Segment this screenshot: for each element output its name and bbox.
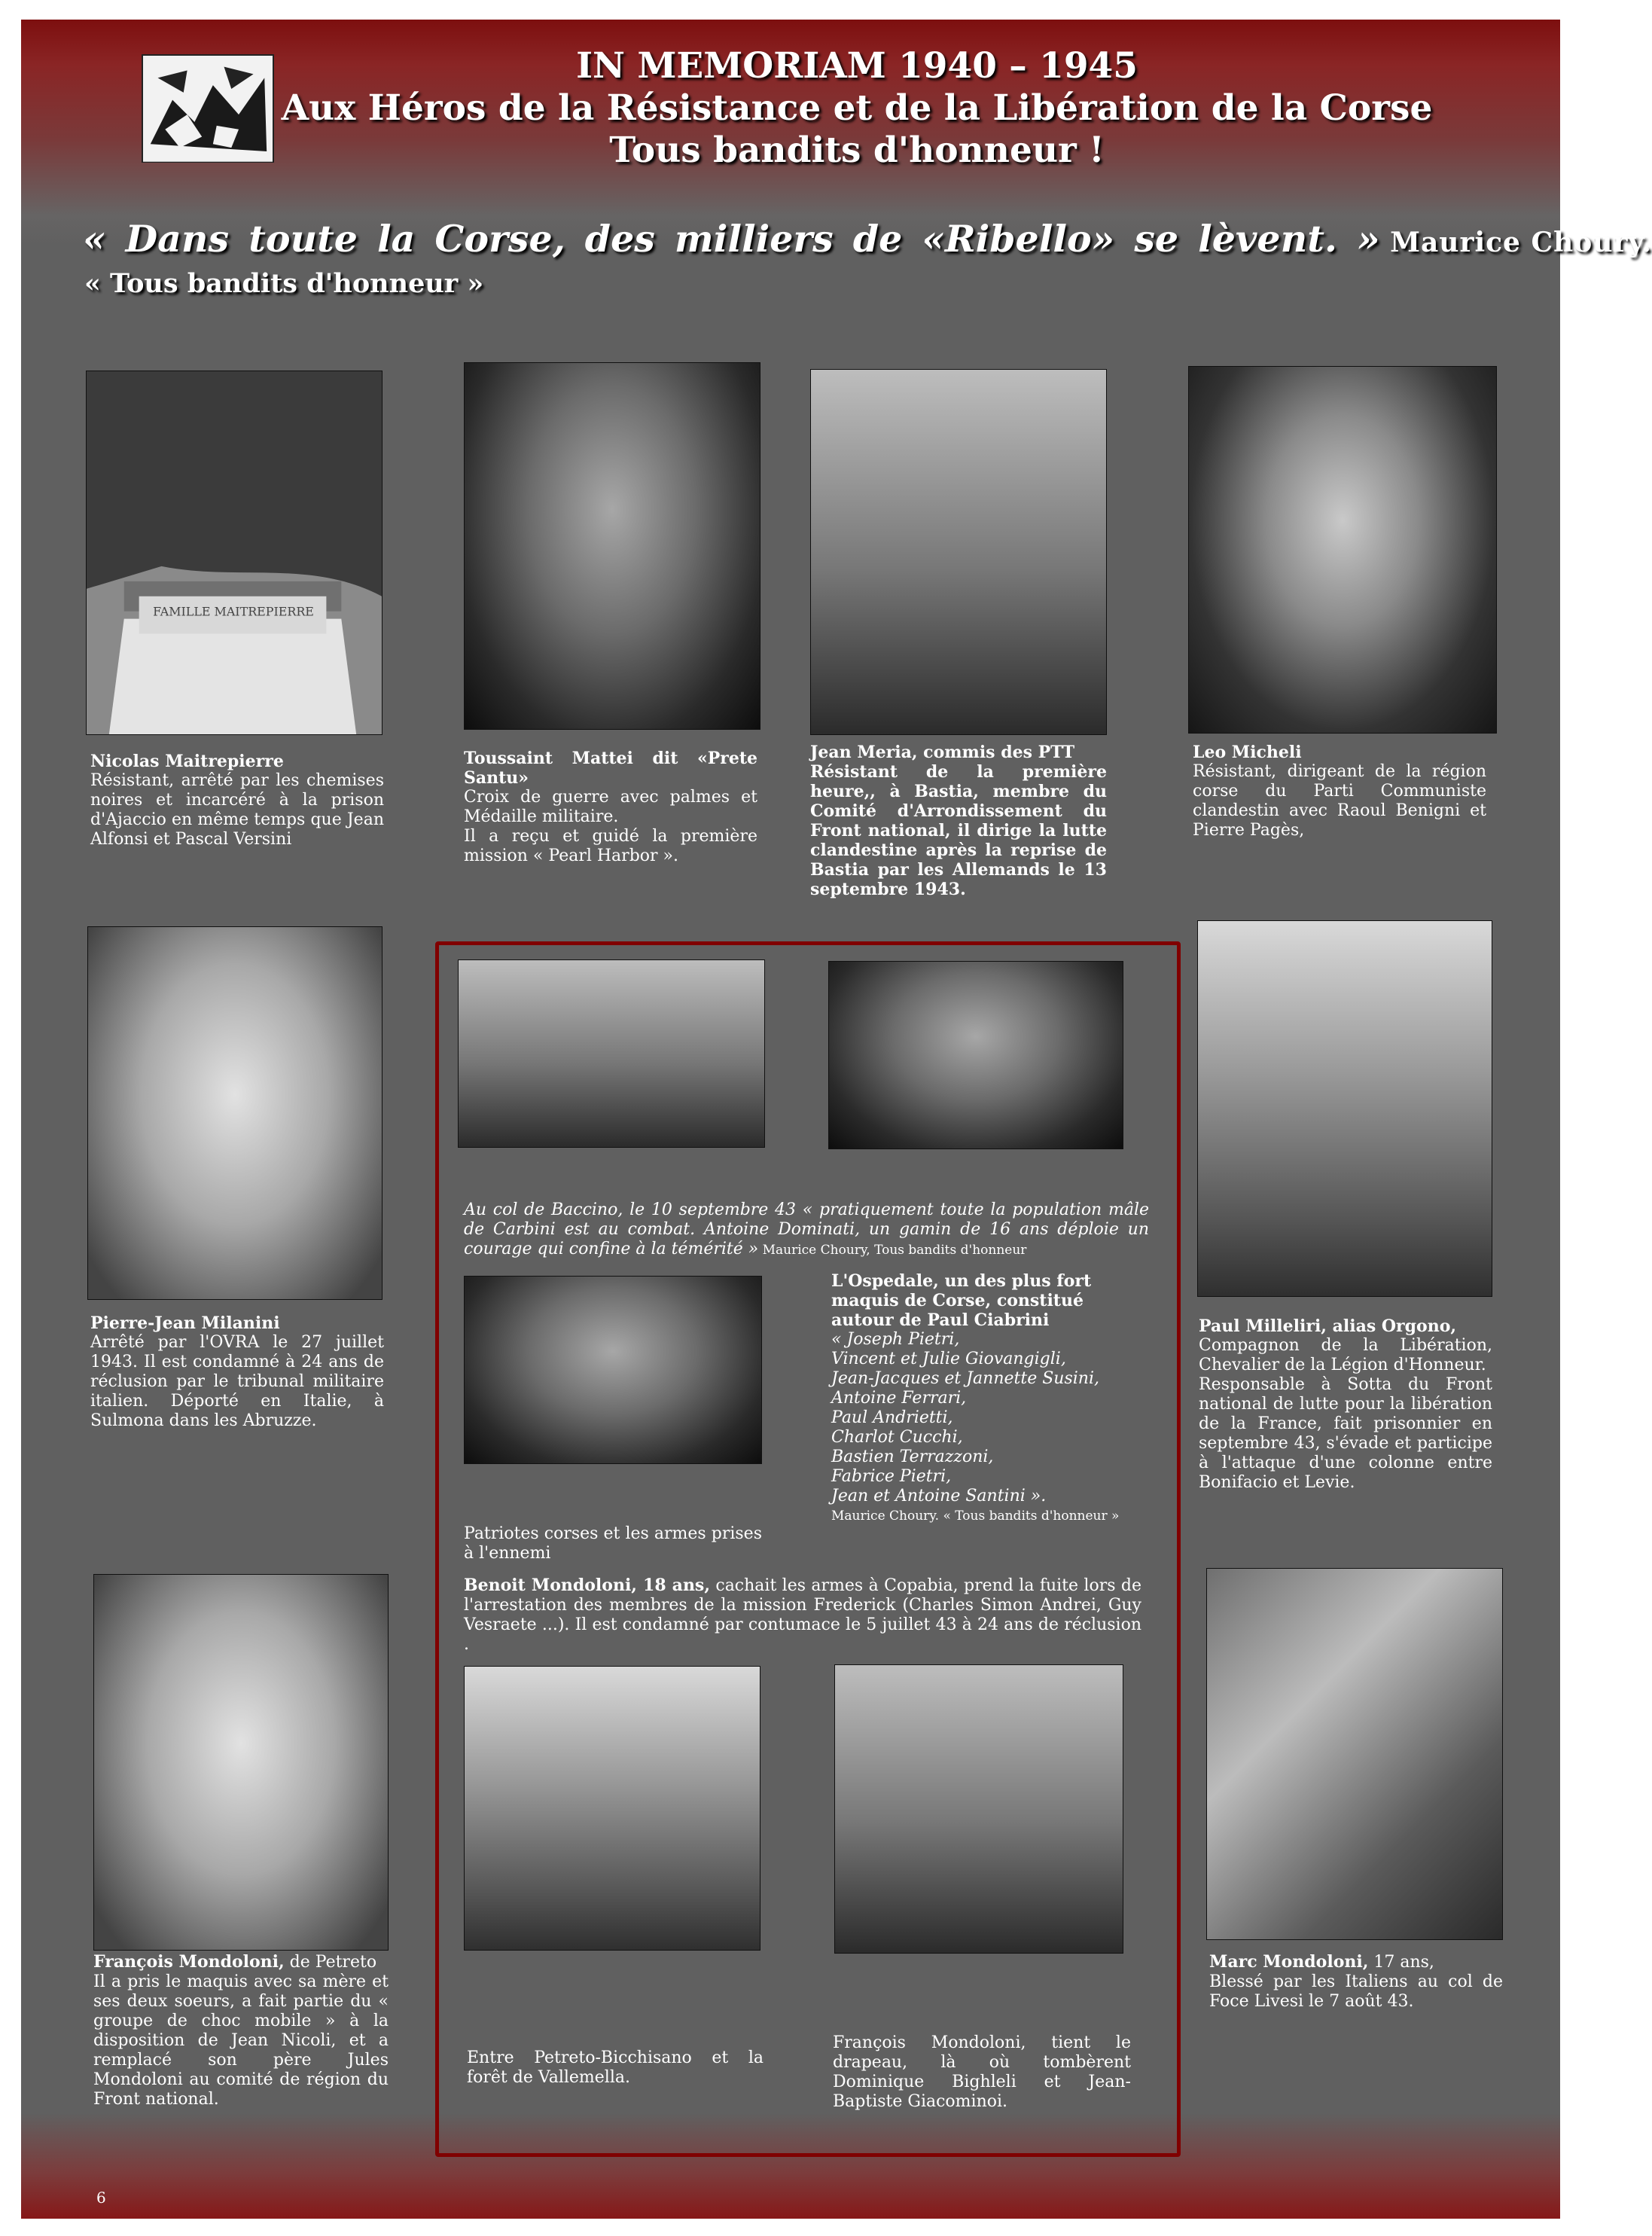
photo-drapeau: [834, 1664, 1123, 1954]
photo-petreto-bicchisano: [464, 1666, 760, 1951]
caption-jean-meria: [810, 743, 1107, 899]
drapeau-text: François Mondoloni, tient le drapeau, là où tombèrent Dominique Bighleli et Jean-Baptiste Giacominoi.: [833, 2033, 1131, 2111]
baccino-source: Maurice Choury, Tous bandits d'honneur: [758, 1243, 1027, 1258]
caption-patriotes: [464, 1524, 762, 1563]
photo-pierre-jean-milanini: [87, 926, 383, 1300]
hero-text: Blessé par les Italiens au col de Foce Livesi le 7 août 43.: [1209, 1972, 1503, 2011]
photo-patriotes-armes: [464, 1276, 762, 1464]
page-number: 6: [96, 2189, 106, 2207]
hero-text-2: Il a reçu et guidé la première mission « Pearl Harbor ».: [464, 827, 757, 865]
caption-marc-mondoloni: [1209, 1952, 1503, 2012]
hero-text: Résistant de la première heure,, à Bastia, membre du Comité d'Arrondissement du Front national, il dirige la lutte clandestine après la reprise de Bastia par les Allemands le 13 septembre 1943.: [810, 762, 1107, 899]
header-title: [247, 45, 1467, 172]
hero-text-2: Responsable à Sotta du Front national de lutte pour la libération de la France, fait prisonnier en septembre 43, s'évade et participe à l'attaque d'une colonne entre Bonifacio et Levie.: [1199, 1375, 1492, 1492]
photo-toussaint-mattei: [464, 362, 760, 730]
caption-drapeau: [833, 2033, 1131, 2112]
caption-pierre-jean-milanini: [90, 1313, 384, 1431]
photo-baccino-combat: [458, 959, 765, 1148]
photo-paul-milleliri: [1197, 920, 1492, 1297]
ospedale-name: Jean et Antoine Santini ».: [831, 1487, 1047, 1505]
benoit-name: Benoit Mondoloni, 18 ans,: [464, 1576, 710, 1595]
quote-line: [83, 217, 1652, 261]
photo-marc-mondoloni: [1206, 1568, 1503, 1940]
hero-text-1: Croix de guerre avec palmes et Médaille militaire.: [464, 788, 757, 826]
hero-name: Pierre-Jean Milanini: [90, 1313, 280, 1333]
caption-toussaint-mattei: [464, 749, 757, 866]
hero-text: Résistant, arrêté par les chemises noires et incarcéré à la prison d'Ajaccio en même temps que Jean Alfonsi et Pascal Versini: [90, 771, 384, 849]
poster: [21, 20, 1652, 2219]
grave-illustration: [87, 371, 382, 734]
hero-name: Marc Mondoloni,: [1209, 1952, 1369, 1972]
ospedale-name: Charlot Cucchi,: [831, 1428, 963, 1447]
caption-leo-micheli: [1193, 743, 1486, 840]
hero-name: Leo Micheli: [1193, 743, 1302, 762]
ospedale-name: Fabrice Pietri,: [831, 1467, 952, 1486]
baccino-text: Au col de Baccino, le 10 septembre 43 « pratiquement toute la population mâle de Carbini est au combat. Antoine Dominati, un gamin de 16 ans déploie un courage qui confine à la témérité »: [464, 1200, 1149, 1258]
hero-text-1: Compagnon de la Libération, Chevalier de la Légion d'Honneur.: [1199, 1336, 1492, 1374]
hero-text: Il a pris le maquis avec sa mère et ses deux soeurs, a fait partie du « groupe de choc mobile » à la disposition de Jean Nicoli, et a remplacé son père Jules Mondoloni au comité de région du Front national.: [93, 1972, 389, 2109]
hero-name: Paul Milleliri, alias Orgono,: [1199, 1316, 1457, 1336]
caption-ospedale: [831, 1271, 1132, 1526]
hero-text: Résistant, dirigeant de la région corse du Parti Communiste clandestin avec Raoul Benigni et Pierre Pagès,: [1193, 762, 1486, 840]
grave-inscription: FAMILLE MAITREPIERRE: [153, 604, 314, 619]
header-title-line2: Aux Héros de la Résistance et de la Libération de la Corse: [281, 87, 1433, 129]
ospedale-title: L'Ospedale, un des plus fort maquis de Corse, constitué autour de Paul Ciabrini: [831, 1271, 1092, 1330]
hero-name-suffix: 17 ans,: [1368, 1953, 1434, 1972]
hero-name: Nicolas Maitrepierre: [90, 752, 284, 771]
caption-maitrepierre: [90, 752, 384, 850]
quote-author: Maurice Choury.: [1379, 227, 1652, 258]
ospedale-name: « Joseph Pietri,: [831, 1330, 960, 1349]
ospedale-source: Maurice Choury. « Tous bandits d'honneur »: [831, 1508, 1120, 1524]
photo-leo-micheli: [1188, 366, 1497, 734]
caption-petreto: [467, 2048, 764, 2088]
petreto-text: Entre Petreto-Bicchisano et la forêt de Vallemella.: [467, 2048, 764, 2087]
ospedale-name: Vincent et Julie Giovangigli,: [831, 1350, 1066, 1368]
benoit-text: cachait les armes à Copabia, prend la fuite lors de l'arrestation des membres de la mission Frederick (Charles Simon Andrei, Guy Vesraete ...). Il est condamné par contumace le 5 juillet 43 à 24 ans de réclusion .: [464, 1576, 1141, 1654]
photo-maitrepierre-grave: [86, 371, 383, 735]
quote-subtitle: « Tous bandits d'honneur »: [84, 268, 484, 299]
header-title-line3: Tous bandits d'honneur !: [609, 130, 1105, 171]
photo-machine-gunner: [828, 961, 1123, 1149]
header-title-line1: IN MEMORIAM 1940 – 1945: [576, 45, 1138, 87]
ospedale-name: Bastien Terrazzoni,: [831, 1447, 994, 1466]
caption-benoit-mondoloni: [464, 1576, 1141, 1655]
ospedale-name: Paul Andrietti,: [831, 1408, 953, 1427]
hero-name: Jean Meria, commis des PTT: [810, 743, 1075, 762]
hero-name: François Mondoloni,: [93, 1952, 285, 1972]
quote-text: « Dans toute la Corse, des milliers de «Ribello» se lèvent. »: [83, 217, 1380, 261]
hero-name-suffix: de Petreto: [284, 1953, 377, 1972]
caption-baccino: [464, 1200, 1149, 1260]
hero-text: Arrêté par l'OVRA le 27 juillet 1943. Il est condamné à 24 ans de réclusion par le tribunal militaire italien. Déporté en Italie, à Sulmona dans les Abruzze.: [90, 1333, 384, 1430]
hero-name: Toussaint Mattei dit «Prete Santu»: [464, 749, 757, 788]
photo-jean-meria: [810, 369, 1107, 735]
caption-paul-milleliri: [1199, 1316, 1492, 1493]
ospedale-name: Jean-Jacques et Jannette Susini,: [831, 1369, 1099, 1388]
patriotes-text: Patriotes corses et les armes prises à l'ennemi: [464, 1524, 762, 1563]
ospedale-name: Antoine Ferrari,: [831, 1389, 967, 1408]
caption-francois-mondoloni: [93, 1952, 389, 2109]
photo-francois-mondoloni: [93, 1574, 389, 1951]
